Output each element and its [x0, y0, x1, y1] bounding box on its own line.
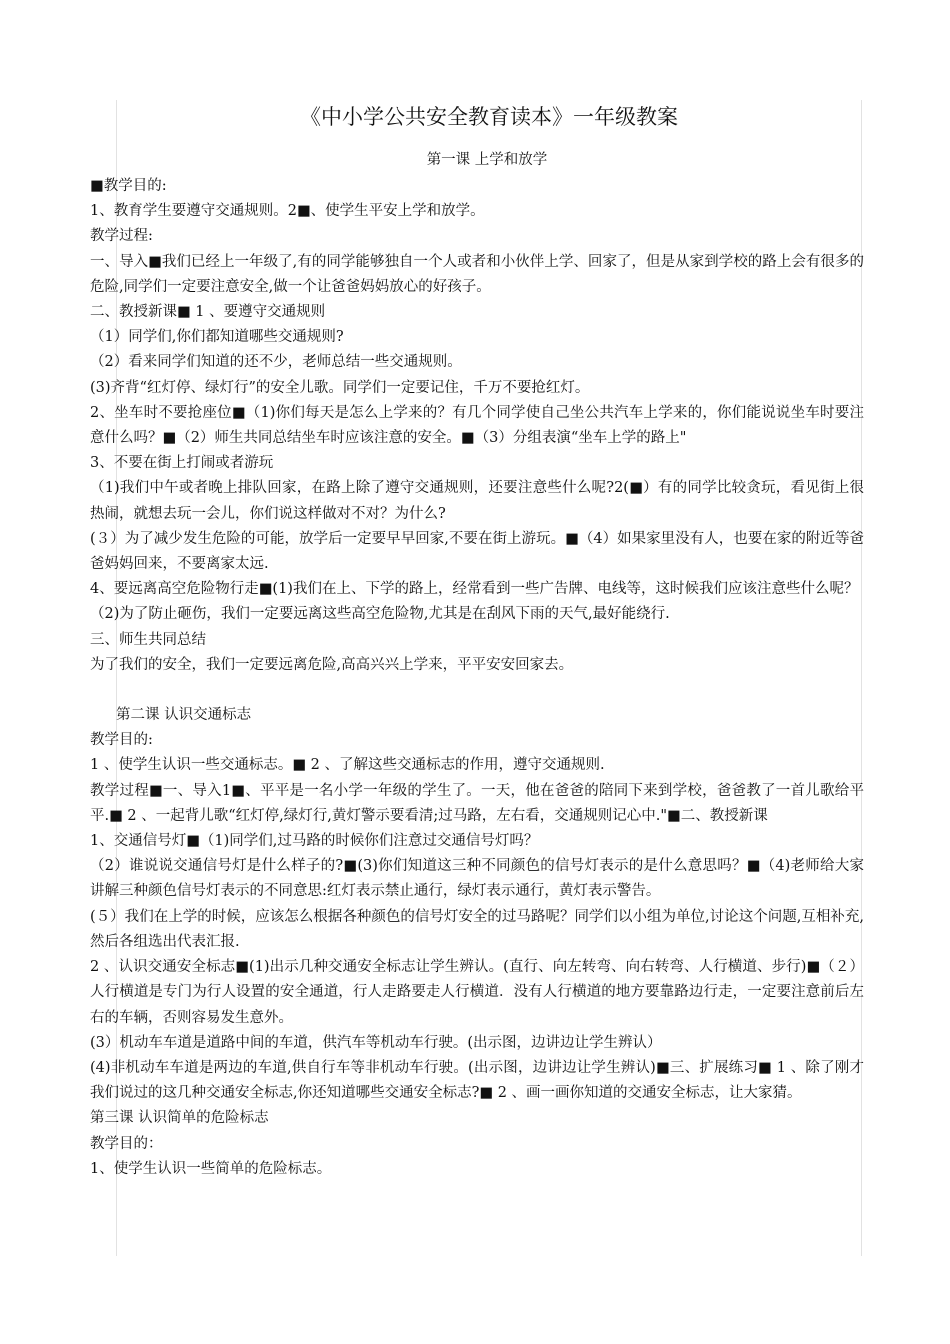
lesson1-heading: 第一课 上学和放学: [426, 152, 548, 168]
lesson1-line: （2）看来同学们知道的还不少，老师总结一些交通规则。: [90, 354, 462, 371]
lesson1-line: 三、师生共同总结: [90, 631, 206, 648]
lesson1-line: （2)为了防止砸伤，我们一定要远离这些高空危险物,尤其是在刮风下雨的天气,最好能绕行.: [90, 606, 670, 623]
lesson2-line: 教学过程■一、导入1■、平平是一名小学一年级的学生了。一天，他在爸爸的陪同下来到学校，爸爸教了一首儿歌给平平.■ 2 、一起背儿歌“红灯停,绿灯行,黄灯警示要看清;过马路，左右看，交通规则记心中."■二、教授新课: [90, 782, 864, 824]
lesson3-line: 1、使学生认识一些简单的危险标志。: [90, 1160, 332, 1177]
lesson2-line: 2 、认识交通安全标志■(1)出示几种交通安全标志让学生辨认。(直行、向左转弯、向右转弯、人行横道、步行)■（２）人行横道是专门为行人设置的安全通道，行人走路要走人行横道．没有人行横道的地方要靠路边行走，一定要注意前后左右的车辆，否则容易发生意外。: [90, 959, 864, 1026]
lesson1-line: 一、导入■我们已经上一年级了,有的同学能够独自一个人或者和小伙伴上学、回家了，但是从家到学校的路上会有很多的危险,同学们一定要注意安全,做一个让爸爸妈妈放心的好孩子。: [90, 253, 864, 295]
lesson1-line: （1)我们中午或者晚上排队回家，在路上除了遵守交通规则，还要注意些什么呢?2(■）有的同学比较贪玩，看见街上很热闹，就想去玩一会儿，你们说这样做对不对？为什么?: [90, 480, 864, 522]
lesson2-line: (５）我们在上学的时候，应该怎么根据各种颜色的信号灯安全的过马路呢？同学们以小组为单位,讨论这个问题,互相补充,然后各组选出代表汇报.: [90, 908, 864, 950]
lesson2-line: (4)非机动车车道是两边的车道,供自行车等非机动车行驶。(出示图，边讲边让学生辨认)■三、扩展练习■ 1 、除了刚才我们说过的这几种交通安全标志,你还知道哪些交通安全标志?■ 2 、画一画你知道的交通安全标志，让大家猜。: [90, 1059, 864, 1102]
lesson1-line: 教学过程:: [90, 228, 153, 245]
lesson1-line: (3)齐背“红灯停、绿灯行”的安全儿歌。同学们一定要记住，千万不要抢红灯。: [90, 379, 590, 396]
lesson1-line: 二、教授新课■ 1 、要遵守交通规则: [90, 304, 326, 321]
document-title: 《中小学公共安全教育读本》一年级教案: [300, 105, 678, 129]
lesson1-line: 3、不要在街上打闹或者游玩: [90, 455, 274, 472]
lesson1-line: 4、要远离高空危险物行走■(1)我们在上、下学的路上，经常看到一些广告牌、电线等，这时候我们应该注意些什么呢？: [90, 581, 859, 598]
lesson2-line: （2）谁说说交通信号灯是什么样子的?■(3)你们知道这三种不同颜色的信号灯表示的是什么意思吗？■（4)老师给大家讲解三种颜色信号灯表示的不同意思:红灯表示禁止通行，绿灯表示通行，黄灯表示警告。: [90, 858, 864, 900]
lesson3-heading: 第三课 认识简单的危险标志: [90, 1110, 269, 1127]
lesson1-line: 为了我们的安全，我们一定要远离危险,高高兴兴上学来，平平安安回家去。: [90, 656, 574, 673]
lesson1-line: (３）为了减少发生危险的可能，放学后一定要早早回家,不要在街上游玩。■（4）如果家里没有人，也要在家的附近等爸爸妈妈回来，不要离家太远.: [90, 530, 864, 573]
lesson3-line: 教学目的：: [90, 1135, 163, 1152]
section-spacer: [90, 678, 864, 703]
lesson2-line: 教学目的:: [90, 732, 153, 749]
lesson1-line: 2、坐车时不要抢座位■（1)你们每天是怎么上学来的？有几个同学使自己坐公共汽车上学来的，你们能说说坐车时要注意什么吗？■（2）师生共同总结坐车时应该注意的安全。■（3）分组表演“坐车上学的路上": [90, 404, 864, 447]
lesson2-line: (3）机动车车道是道路中间的车道，供汽车等机动车行驶。(出示图，边讲边让学生辨认）: [90, 1034, 662, 1051]
lesson2-line: 1 、使学生认识一些交通标志。■ 2 、了解这些交通标志的作用，遵守交通规则.: [90, 757, 605, 774]
lesson1-line: （1）同学们,你们都知道哪些交通规则?: [90, 329, 344, 346]
document-content: [90, 103, 864, 1182]
lesson1-line: 1、教育学生要遵守交通规则。2■、使学生平安上学和放学。: [90, 203, 485, 220]
lesson2-line: 1、交通信号灯■（1)同学们,过马路的时候你们注意过交通信号灯吗？: [90, 833, 539, 850]
lesson2-heading: 第二课 认识交通标志: [116, 707, 252, 724]
lesson1-line: ■教学目的:: [90, 178, 167, 194]
